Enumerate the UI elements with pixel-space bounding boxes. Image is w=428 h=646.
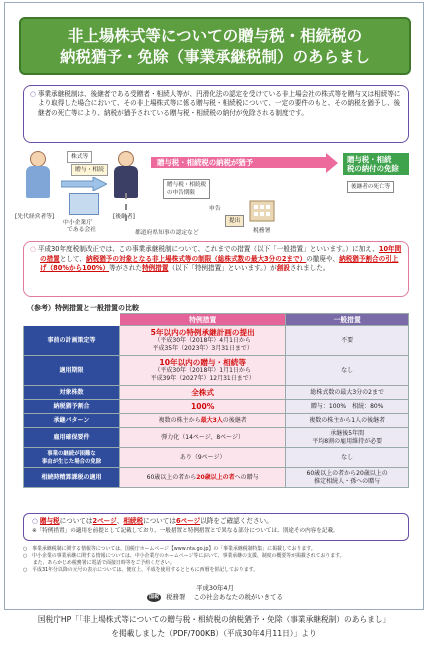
gift-label: 贈与・相続	[71, 164, 108, 176]
intro-text: 事業承継税制は、後継者である受贈者・相続人等が、円滑化法の認定を受けている非上場会社の株式等を贈与又は相続等により取得した場合において、その非上場株式等に係る贈与税・相続税について、一定の要件のもと、その納税を猶予し、後継者の死亡等により、納税が猶予されている贈与税・相続税の納付が免除される制度です。	[37, 90, 401, 117]
special-cell-line: 平成35年（2023年）3月31日まで）	[152, 344, 253, 352]
special-cell: あり（9ページ）	[120, 448, 286, 468]
revision-text-5: （以下「特例措置」といいます。）が	[168, 264, 277, 272]
row-label: 納税猶予割合	[24, 400, 120, 414]
tax-office-label: 税務署	[253, 228, 271, 234]
source-credit	[0, 613, 428, 640]
special-cell-line: 10年以内の贈与・相続等	[159, 357, 246, 367]
general-cell-line: 平均8割の雇用維持が必要	[312, 437, 383, 445]
special-cell-text: の後継者	[222, 416, 247, 424]
tax-office-building-icon	[249, 195, 275, 223]
special-cell: 全株式	[120, 386, 286, 400]
org-slogan: この社会あなたの税がいきてる	[193, 593, 283, 601]
title-line-1: 非上場株式等についての贈与税・相続税の	[67, 27, 363, 45]
agency-caption: 都道府県知事の認定など	[135, 230, 199, 236]
submit-label: 提出	[225, 215, 244, 227]
org-footer	[5, 592, 424, 609]
exemption-line-1: 贈与税・相続	[347, 155, 392, 164]
special-cell-line: 平成39年（2027年）12月31日まで）	[150, 374, 255, 382]
revision-emph-4: 特例措置	[142, 264, 169, 272]
table-header-row	[24, 314, 409, 326]
reference-inheritance-tax: 相続税	[123, 517, 144, 525]
footnote-item: ○ 事業承継税制に関する情報等については、国税庁ホームページ【www.nta.go.jp】の「事業承継税制特集」に掲載しております。	[23, 546, 316, 552]
report-label: 申告	[209, 206, 221, 212]
general-cell: 贈与：100% 相続：80%	[286, 400, 409, 414]
successor-caption: [後継者]	[113, 214, 135, 220]
table-row	[24, 448, 409, 468]
table-row	[24, 428, 409, 448]
row-label-line: 事業の継続が困難な	[47, 450, 96, 457]
deferral-note-line-2: の申告期限	[167, 190, 195, 196]
table-row	[24, 400, 409, 414]
general-cell-line: 60歳以上の者から20歳以上の	[306, 469, 388, 477]
special-cell-emph: 最大3人	[200, 416, 223, 424]
reference-text: 、	[116, 517, 124, 525]
revision-text-6: されました。	[289, 264, 330, 272]
comparison-table	[23, 313, 409, 488]
submit-line	[125, 193, 135, 221]
footnotes	[23, 546, 409, 574]
exemption-line-2: 税の納付の免除	[347, 164, 399, 173]
special-cell: 100%	[120, 400, 286, 414]
special-cell: 弾力化（14ページ、8ページ）	[120, 428, 286, 448]
reference-gift-tax: 贈与税	[39, 517, 60, 525]
footnote-item: また、あらかじめ税務署に電話で面接日時等をご予約ください。	[23, 560, 175, 566]
special-cell-line: 5年以内の特例承継計画の提出	[150, 327, 255, 337]
nta-logo-icon: 国税庁	[149, 593, 160, 609]
special-cell	[120, 356, 286, 386]
special-cell	[120, 326, 286, 356]
stock-label: 株式等	[67, 151, 92, 163]
row-label: 適用期限	[24, 356, 120, 386]
general-cell: 複数の株主から1人の後継者	[286, 414, 409, 428]
row-label: 承継パターン	[24, 414, 120, 428]
special-cell-line: （平成30年（2018年）4月1日から	[154, 336, 251, 344]
table-row	[24, 468, 409, 488]
general-cell: なし	[286, 448, 409, 468]
revision-emph-3: 納税猶予割合の引上げ（80%から100%）	[40, 254, 399, 272]
row-label	[24, 448, 120, 468]
org-name: 税務署	[166, 593, 186, 601]
source-line-1: 国税庁HP「「非上場株式等についての贈与税・相続税の納税猶予・免除（事業承継税制）のあらまし」	[37, 615, 391, 624]
table-caption: （参考）特例措置と一般措置の比較	[27, 304, 139, 312]
row-label-line: 事由が生じた場合の免除	[41, 458, 102, 465]
row-label: 対象株数	[24, 386, 120, 400]
ministry-caption-2: である会社	[67, 227, 96, 233]
general-cell: 不要	[286, 326, 409, 356]
intro-box	[23, 85, 409, 143]
general-cell-line: 推定相続人・孫への贈与	[314, 477, 381, 485]
title-line-2: 納税猶予・免除（事業承継税制）のあらまし	[59, 48, 370, 66]
special-cell-emph: 20歳以上の者	[196, 473, 235, 481]
header-special: 特例措置	[120, 314, 286, 326]
revision-text-4: 等がされた	[109, 264, 143, 272]
special-cell-text: への贈与	[234, 473, 259, 481]
footnote-item: ○ 平成31年分以降の元号の表示については、便宜上、平成を使用するとともに西暦を併記しております。	[23, 567, 258, 573]
table-row	[24, 356, 409, 386]
illustration	[13, 145, 417, 237]
reference-page-link[interactable]: 2ページ	[92, 517, 117, 525]
special-cell-text: 60歳以上の者から	[146, 473, 197, 481]
footnote-item: ○ 中小企業の事業承継に関する情報については、中小企業庁のホームページ等において、事業承継の支援、制度の概要等が掲載されております。	[23, 553, 345, 559]
revision-emph-1: 10年間の措置	[40, 245, 402, 263]
revision-emph-2: 納税猶予の対象となる非上場株式等の制限（総株式数の最大3分の2まで）	[86, 254, 307, 263]
header-general: 一般措置	[286, 314, 409, 326]
row-label: 事前の計画策定等	[24, 326, 120, 356]
gift-arrow-icon	[61, 177, 107, 191]
ministry-caption-1: 中小企業庁	[63, 220, 92, 226]
special-cell-line: （平成30年（2018年）1月1日から	[154, 366, 251, 374]
revision-bullet: ○	[30, 245, 36, 253]
reference-line-2: ※「特例措置」の適用を前提として記載しており、一般措置と特例措置とで異なる部分については、別途その内容を記載。	[32, 527, 339, 534]
deferral-note-line-1: 贈与税・相続税	[167, 182, 207, 188]
reference-box	[23, 513, 409, 541]
deferral-note	[163, 179, 210, 199]
document-page	[4, 2, 424, 610]
issue-date: 平成30年4月	[196, 584, 234, 592]
table-row	[24, 326, 409, 356]
table-corner	[24, 314, 120, 326]
table-row	[24, 414, 409, 428]
reference-text: については	[143, 517, 176, 525]
revision-emph-5: 創設	[276, 264, 290, 272]
special-cell-text: 複数の株主から	[158, 416, 201, 424]
owner-figure-icon	[23, 151, 53, 201]
death-note: 後継者の死亡等	[347, 181, 394, 193]
reference-line-1	[32, 517, 400, 527]
general-cell-line: 承継後5年間	[330, 429, 365, 437]
revision-text-1: 平成30年度税制改正では、この事業承継税制について、これまでの措置（以下「一般措置」といいます。）に加え、	[37, 245, 379, 253]
source-line-2: を掲載しました（PDF/700KB）（平成30年4月11日）」より	[111, 628, 317, 638]
general-cell	[286, 428, 409, 448]
reference-page-link[interactable]: 6ページ	[175, 517, 201, 525]
row-label: 相続時精算課税の適用	[24, 468, 120, 488]
exemption-banner	[343, 153, 409, 175]
reference-bullet: ○	[32, 517, 38, 525]
general-cell: なし	[286, 356, 409, 386]
owner-caption: [先代経営者等]	[15, 214, 55, 220]
revision-box	[23, 241, 409, 297]
row-label: 雇用確保要件	[24, 428, 120, 448]
special-cell	[120, 468, 286, 488]
intro-bullet: ○	[30, 90, 36, 98]
company-building-icon	[69, 193, 99, 215]
special-cell	[120, 414, 286, 428]
revision-text-3: の撤廃や、	[306, 254, 340, 263]
general-cell: 総株式数の最大3分の2まで	[286, 386, 409, 400]
revision-text-2: として、	[59, 254, 87, 263]
general-cell	[286, 468, 409, 488]
reference-text: については	[59, 517, 93, 525]
deferral-arrow-icon	[326, 153, 338, 173]
table-row	[24, 386, 409, 400]
deferral-banner: 贈与税・相続税の納税が猶予	[151, 157, 327, 168]
reference-text: 以降をご確認ください。	[200, 517, 273, 525]
title-banner	[19, 17, 411, 75]
